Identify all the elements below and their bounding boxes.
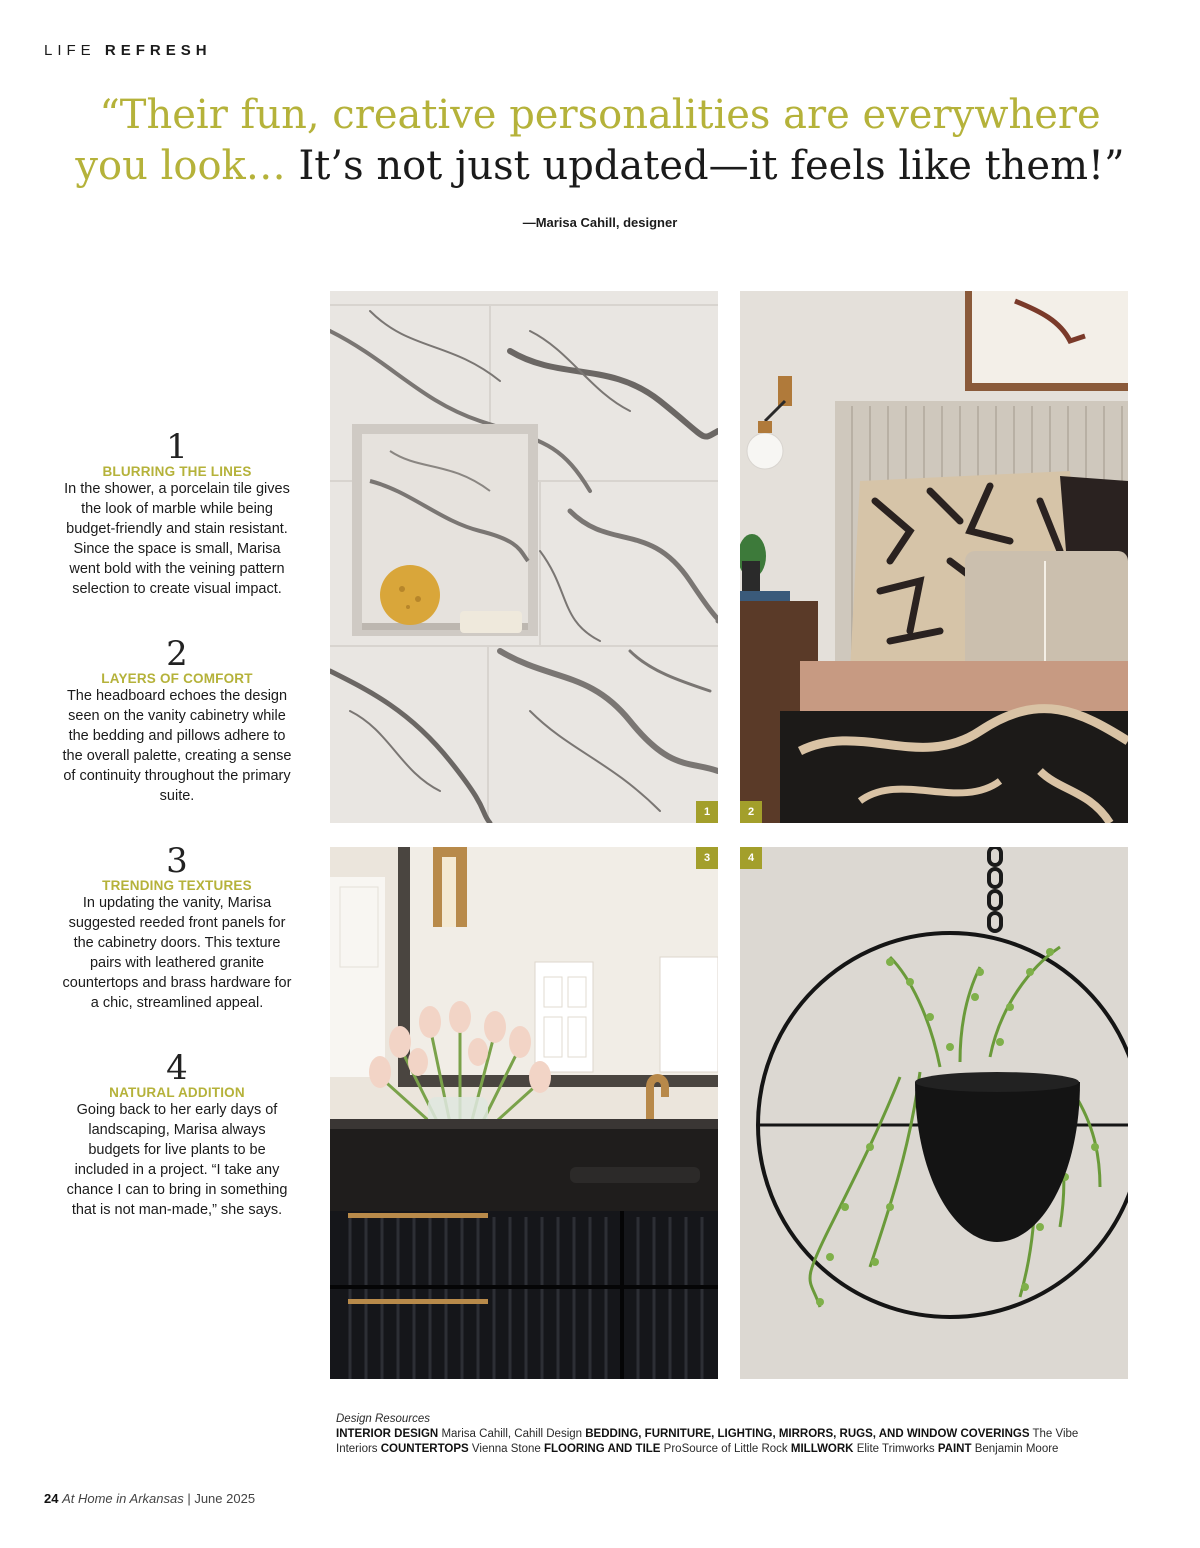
photo-marble-shower <box>330 291 718 823</box>
resource-value: Vienna Stone <box>471 1443 541 1455</box>
photo-badge-2: 2 <box>740 801 762 823</box>
resource-label: MILLWORK <box>790 1443 854 1455</box>
section-header-bold: REFRESH <box>104 42 212 59</box>
item-body: In the shower, a porcelain tile gives the look of marble while being budget-friendly and stain resistant. Since the space is small, Marisa went bold with the veining pattern selection to create visual impact. <box>64 481 290 597</box>
bedroom-illustration <box>740 291 1128 823</box>
pull-quote-rest: It’s not just updated—it feels like them!” <box>285 143 1125 189</box>
photo-hanging-plant <box>740 847 1128 1379</box>
section-header <box>44 42 212 59</box>
sidebar-item <box>62 841 292 1013</box>
photo-bedroom <box>740 291 1128 823</box>
item-title: TRENDING TEXTURES <box>102 878 252 893</box>
resource-value: Marisa Cahill, Cahill Design <box>441 1428 583 1440</box>
resources-list <box>336 1427 1116 1457</box>
publication-name: At Home in Arkansas <box>62 1491 184 1506</box>
linen-pillow <box>965 551 1128 676</box>
resource-value: Benjamin Moore <box>974 1443 1059 1455</box>
design-resources <box>336 1412 1116 1457</box>
pull-quote-highlight: “Their fun, creative personalities are everywhere you look… <box>75 92 1101 189</box>
photo-badge-4: 4 <box>740 847 762 869</box>
photo-vanity <box>330 847 718 1379</box>
black-throw <box>780 709 1128 823</box>
section-header-light: LIFE <box>44 42 96 59</box>
item-title: NATURAL ADDITION <box>109 1085 245 1100</box>
granite-countertop <box>330 1119 718 1211</box>
resource-value: ProSource of Little Rock <box>663 1443 788 1455</box>
item-body: In updating the vanity, Marisa suggested reeded front panels for the cabinetry doors. This texture pairs with leathered granite countertops and brass hardware for a chic, streamlined appeal. <box>62 895 292 1011</box>
marble-shower-illustration <box>330 291 718 823</box>
item-number: 2 <box>166 634 188 674</box>
item-body: The headboard echoes the design seen on the vanity cabinetry while the bedding and pillows adhere to the overall palette, creating a sense of continuity throughout the primary suite. <box>62 688 292 804</box>
resource-label: PAINT <box>937 1443 972 1455</box>
sidebar-item <box>62 1048 292 1220</box>
issue-date: June 2025 <box>194 1491 256 1506</box>
item-number: 4 <box>166 1048 188 1088</box>
pull-quote <box>60 90 1140 192</box>
resource-value: Elite Trimworks <box>856 1443 935 1455</box>
photo-badge-1: 1 <box>696 801 718 823</box>
resource-label: INTERIOR DESIGN <box>336 1428 439 1440</box>
sidebar-item <box>62 634 292 806</box>
resources-title: Design Resources <box>336 1413 430 1425</box>
vanity-illustration <box>330 847 718 1379</box>
item-title: LAYERS OF COMFORT <box>101 671 253 686</box>
sidebar-item <box>62 427 292 599</box>
item-title: BLURRING THE LINES <box>102 464 252 479</box>
hanging-plant-illustration <box>740 847 1128 1379</box>
framed-art <box>965 291 1128 391</box>
resource-label: FLOORING AND TILE <box>543 1443 661 1455</box>
shower-niche <box>352 424 538 636</box>
item-number: 1 <box>166 427 188 467</box>
resource-label: BEDDING, FURNITURE, LIGHTING, MIRRORS, RUGS, AND WINDOW COVERINGS <box>585 1428 1030 1440</box>
item-body: Going back to her early days of landscaping, Marisa always budgets for live plants to be included in a project. “I take any chance I can to bring in something that is not man-made,” she says. <box>66 1102 288 1218</box>
photo-badge-3: 3 <box>696 847 718 869</box>
reeded-cabinet <box>330 1211 718 1379</box>
page-footer: 24 At Home in Arkansas | June 2025 <box>44 1491 256 1506</box>
resource-label: COUNTERTOPS <box>380 1443 469 1455</box>
page-number: 24 <box>44 1491 59 1506</box>
resource-value: The Vibe Interiors <box>336 1428 1079 1455</box>
quote-attribution: —Marisa Cahill, designer <box>522 215 678 230</box>
item-number: 3 <box>166 841 188 881</box>
